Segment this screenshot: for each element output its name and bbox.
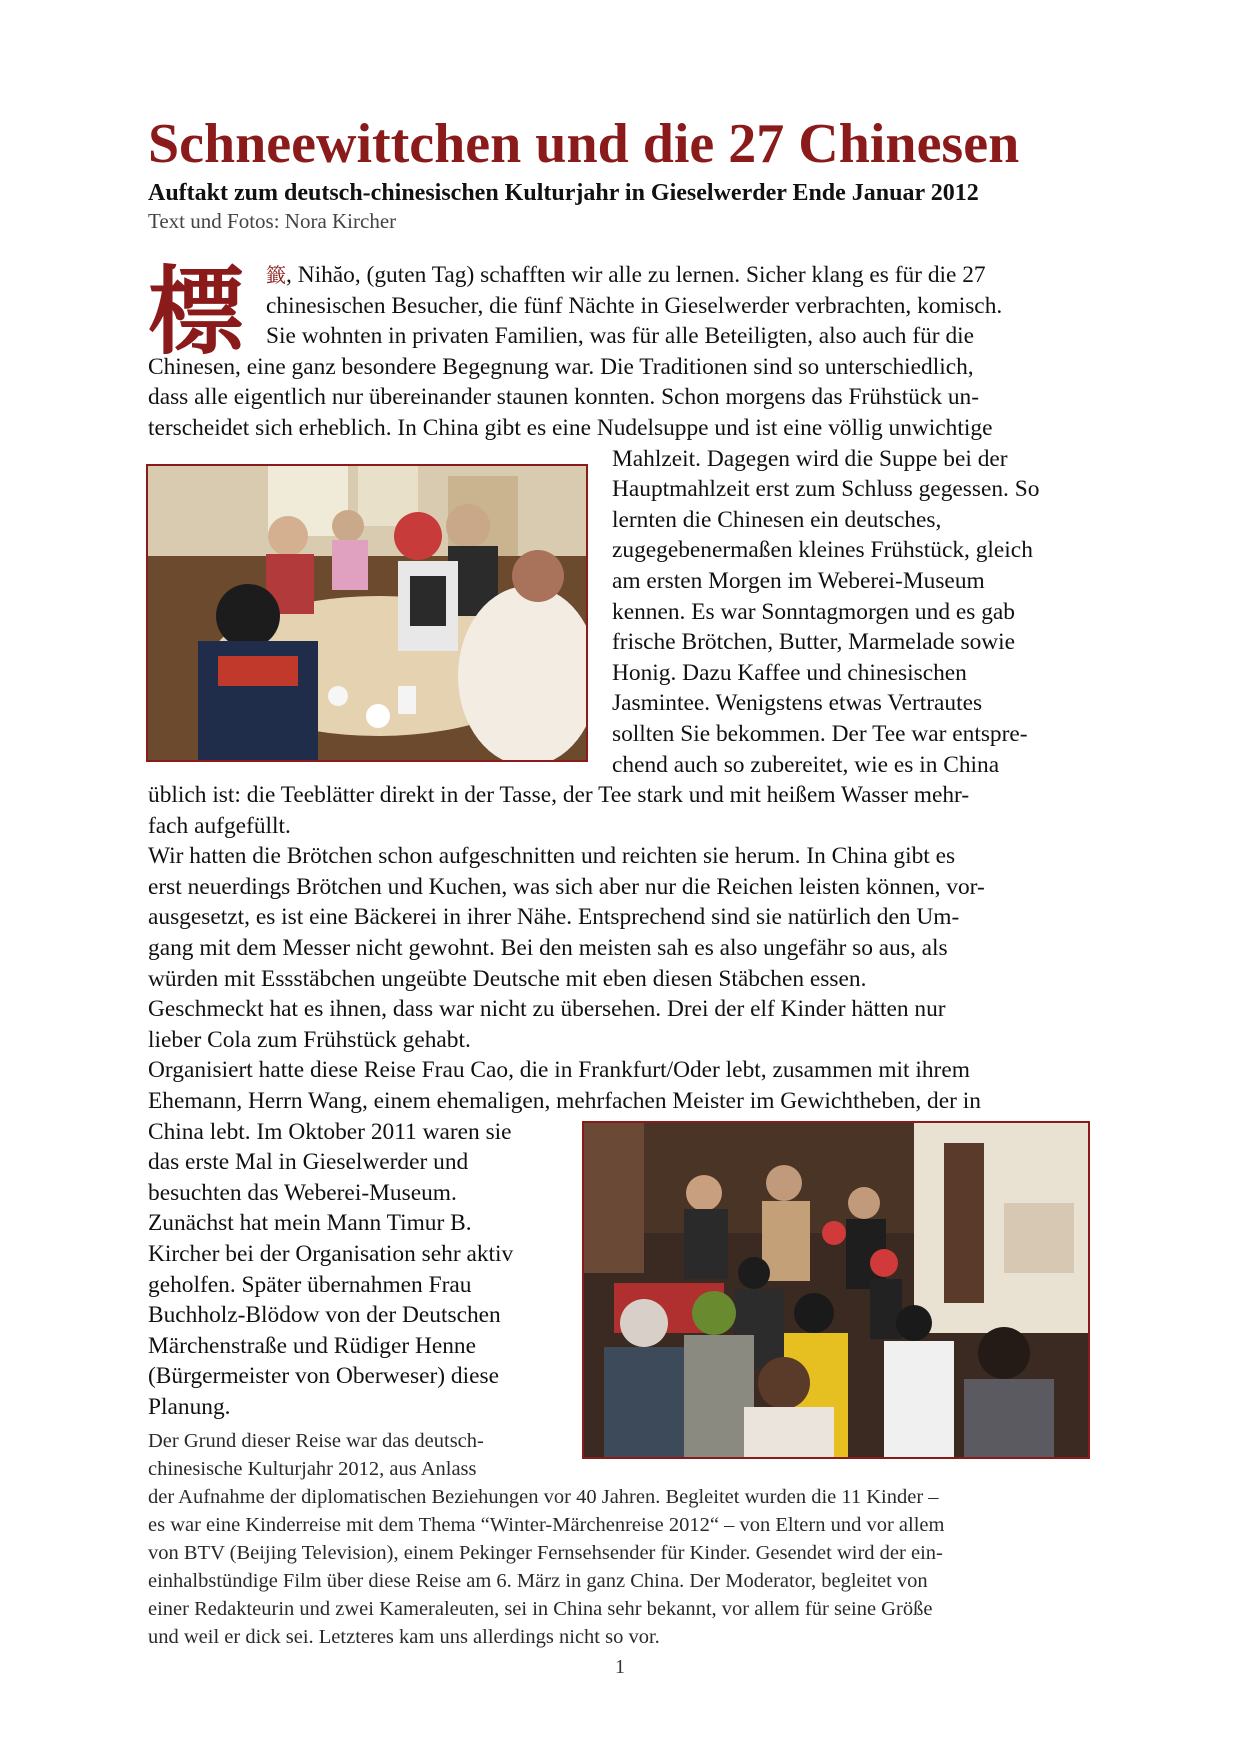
body-line: Chinesen, eine ganz besondere Begegnung war. Die Traditionen sind so unterschiedlich, — [148, 353, 974, 380]
body-line: (Bürgermeister von Oberweser) diese — [148, 1363, 499, 1390]
body-line-small: von BTV (Beijing Television), einem Pekinger Fernsehsender für Kinder. Gesendet wird der ein- — [148, 1542, 943, 1564]
body-line: terscheidet sich erheblich. In China gibt es eine Nudelsuppe und ist eine völlig unwichtige — [148, 414, 993, 441]
body-line: chend auch so zubereitet, wie es in China — [612, 751, 1000, 778]
article-byline: Text und Fotos: Nora Kircher — [148, 209, 397, 233]
body-line: besuchten das Weberei-Museum. — [148, 1179, 457, 1206]
body-line: Buchholz-Blödow von der Deutschen — [148, 1302, 501, 1329]
body-line: Wir hatten die Brötchen schon aufgeschnitten und reichten sie herum. In China gibt es — [148, 843, 956, 870]
body-line: China lebt. Im Oktober 2011 waren sie — [148, 1118, 512, 1145]
body-line-small: chinesische Kulturjahr 2012, aus Anlass — [148, 1458, 477, 1480]
body-line-small: einer Redakteurin und zwei Kameraleuten, sei in China sehr bekannt, vor allem für seine Größe — [148, 1598, 933, 1620]
body-line-small: der Aufnahme der diplomatischen Beziehungen vor 40 Jahren. Begleitet wurden die 11 Kinder – — [148, 1486, 939, 1508]
body-line: Planung. — [148, 1393, 231, 1420]
body-line: zugegebenermaßen kleines Frühstück, gleich — [612, 537, 1033, 564]
first-word-character: 籤 — [266, 263, 286, 287]
article-title: Schneewittchen und die 27 Chinesen — [148, 113, 1020, 175]
body-line: geholfen. Später übernahmen Frau — [148, 1271, 472, 1298]
body-line: Hauptmahlzeit erst zum Schluss gegessen. So — [612, 476, 1040, 503]
body-line: Märchenstraße und Rüdiger Henne — [148, 1332, 477, 1359]
dropcap-character: 標 — [148, 256, 244, 368]
body-line: Ehemann, Herrn Wang, einem ehemaligen, mehrfachen Meister im Gewichtheben, der in — [148, 1088, 981, 1115]
body-line: chinesischen Besucher, die fünf Nächte in Gieselwerder verbrachten, komisch. — [266, 292, 1003, 319]
group-photo-illustration — [584, 1123, 1088, 1457]
body-line: ausgesetzt, es ist eine Bäckerei in ihrer Nähe. Entsprechend sind sie natürlich den Um- — [148, 904, 960, 931]
body-line: Sie wohnten in privaten Familien, was für alle Beteiligten, also auch für die — [266, 323, 975, 350]
breakfast-photo-illustration — [148, 466, 586, 760]
body-line: würden mit Essstäbchen ungeübte Deutsche mit eben diesen Stäbchen essen. — [148, 965, 867, 992]
body-line: Mahlzeit. Dagegen wird die Suppe bei der — [612, 445, 1008, 472]
body-line: gang mit dem Messer nicht gewohnt. Bei den meisten sah es also ungefähr so aus, als — [148, 935, 948, 962]
body-line: üblich ist: die Teeblätter direkt in der Tasse, der Tee stark und mit heißem Wasser mehr- — [148, 782, 970, 809]
body-line: Zunächst hat mein Mann Timur B. — [148, 1210, 472, 1237]
page-number: 1 — [615, 1656, 625, 1678]
body-line: Geschmeckt hat es ihnen, dass war nicht zu übersehen. Drei der elf Kinder hätten nur — [148, 996, 946, 1023]
body-line: 籤, Nihăo, (guten Tag) schafften wir alle zu lernen. Sicher klang es für die 27 — [266, 262, 986, 288]
body-line: Kircher bei der Organisation sehr aktiv — [148, 1241, 514, 1267]
body-line: Organisiert hatte diese Reise Frau Cao, die in Frankfurt/Oder lebt, zusammen mit ihrem — [148, 1057, 970, 1084]
body-line-small: einhalbstündige Film über diese Reise am 6. März in ganz China. Der Moderator, begleitet von — [148, 1570, 928, 1592]
body-line: sollten Sie bekommen. Der Tee war entspre- — [612, 720, 1028, 747]
body-line: am ersten Morgen im Weberei-Museum — [612, 567, 985, 594]
body-line: lernten die Chinesen ein deutsches, — [612, 506, 942, 533]
body-line: fach aufgefüllt. — [148, 812, 291, 839]
body-line-small: und weil er dick sei. Letzteres kam uns allerdings nicht so vor. — [148, 1626, 660, 1648]
article-body-small — [148, 1427, 1092, 1651]
body-line: frische Brötchen, Butter, Marmelade sowie — [612, 629, 1016, 656]
body-line: lieber Cola zum Frühstück gehabt. — [148, 1026, 471, 1053]
body-line: Honig. Dazu Kaffee und chinesischen — [612, 659, 967, 686]
body-line-small: Der Grund dieser Reise war das deutsch- — [148, 1430, 484, 1452]
body-line: das erste Mal in Gieselwerder und — [148, 1149, 469, 1176]
body-line: Jasmintee. Wenigstens etwas Vertrautes — [612, 690, 983, 717]
group-photo — [582, 1121, 1090, 1459]
body-line: dass alle eigentlich nur übereinander staunen konnten. Schon morgens das Frühstück un- — [148, 384, 980, 411]
body-line: erst neuerdings Brötchen und Kuchen, was sich aber nur die Reichen leisten können, vor- — [148, 873, 985, 900]
article-subtitle: Auftakt zum deutsch-chinesischen Kulturjahr in Gieselwerder Ende Januar 2012 — [148, 180, 979, 206]
breakfast-photo — [146, 464, 588, 762]
body-line-small: es war eine Kinderreise mit dem Thema “Winter-Märchenreise 2012“ – von Eltern und vor allem — [148, 1514, 945, 1536]
body-line: kennen. Es war Sonntagmorgen und es gab — [612, 598, 1015, 625]
